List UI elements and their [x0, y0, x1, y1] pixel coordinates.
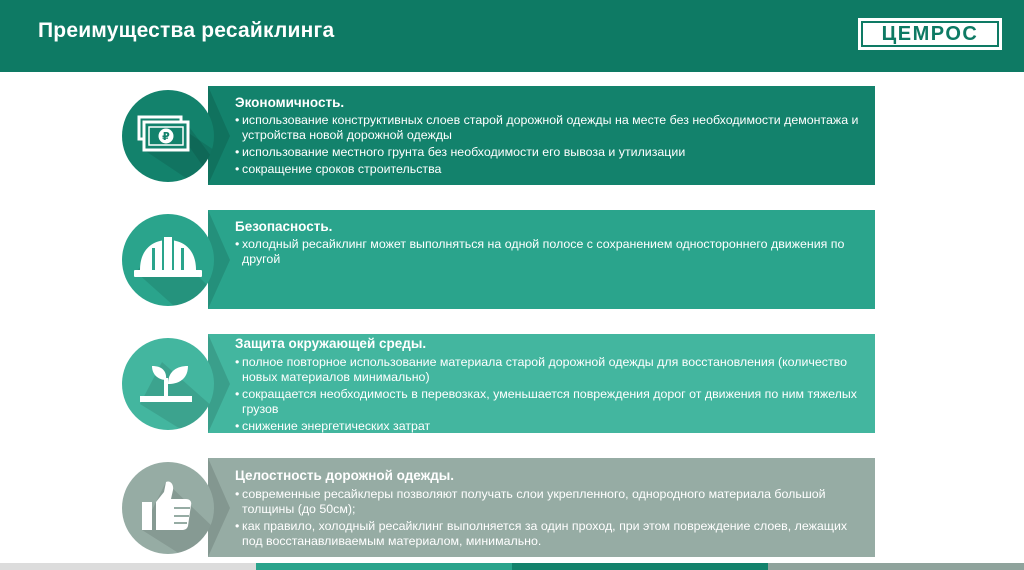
bullet-item: • использование местного грунта без необходимости его вывоза и утилизации	[235, 145, 867, 160]
card-content	[235, 86, 867, 185]
page-title: Преимущества ресайклинга	[38, 19, 335, 42]
bullet-item: • полное повторное использование материала старой дорожной одежды для восстановления (количество новых материалов минимально)	[235, 355, 867, 385]
bullet-item: • использование конструктивных слоев старой дорожной одежды на месте без необходимости демонтажа и устройства новой дорожной одежды	[235, 113, 867, 143]
bullet-item: • как правило, холодный ресайклинг выполняется за один проход, при этом повреждение слоев, лежащих под восстанавливаемым материалом, минимально.	[235, 519, 867, 549]
svg-text:₽: ₽	[162, 130, 170, 143]
bullet-item: • холодный ресайклинг может выполняться на одной полосе с сохранением одностороннего движения по другой	[235, 237, 867, 267]
card-content	[235, 210, 867, 309]
bullet-list	[235, 237, 867, 267]
card-title: Экономичность.	[235, 95, 345, 110]
ruble-banknote-icon	[122, 90, 214, 182]
advantage-card-economy	[208, 86, 875, 185]
ruble-banknote-svg	[122, 90, 214, 182]
bullet-item: • сокращение сроков строительства	[235, 162, 867, 177]
card-content	[235, 334, 867, 433]
footer-stripe	[512, 563, 768, 570]
logo-text: ЦЕМРОС	[861, 21, 999, 47]
footer-stripe	[256, 563, 512, 570]
bullet-item: • сокращается необходимость в перевозках, уменьшается повреждения дорог от движения по ним тяжелых грузов	[235, 387, 867, 417]
bullet-item: • снижение энергетических затрат	[235, 419, 867, 434]
sprout-icon	[122, 338, 214, 430]
sprout-svg	[122, 338, 214, 430]
header-bar	[0, 0, 1024, 72]
card-title: Защита окружающей среды.	[235, 336, 427, 351]
card-title: Целостность дорожной одежды.	[235, 468, 455, 483]
advantage-card-integrity	[208, 458, 875, 557]
company-logo	[858, 18, 1002, 50]
bullet-list	[235, 113, 867, 177]
hard-hat-icon	[122, 214, 214, 306]
hard-hat-svg	[122, 214, 214, 306]
footer-stripe	[768, 563, 1024, 570]
advantage-card-environment	[208, 334, 875, 433]
card-content	[235, 458, 867, 557]
bullet-list	[235, 355, 867, 434]
thumbs-up-svg	[122, 462, 214, 554]
card-title: Безопасность.	[235, 219, 333, 234]
thumbs-up-icon	[122, 462, 214, 554]
footer-stripe	[0, 563, 256, 570]
bullet-item: • современные ресайклеры позволяют получать слои укрепленного, однородного материала большой толщины (до 50см);	[235, 487, 867, 517]
bullet-list	[235, 487, 867, 549]
advantage-card-safety	[208, 210, 875, 309]
